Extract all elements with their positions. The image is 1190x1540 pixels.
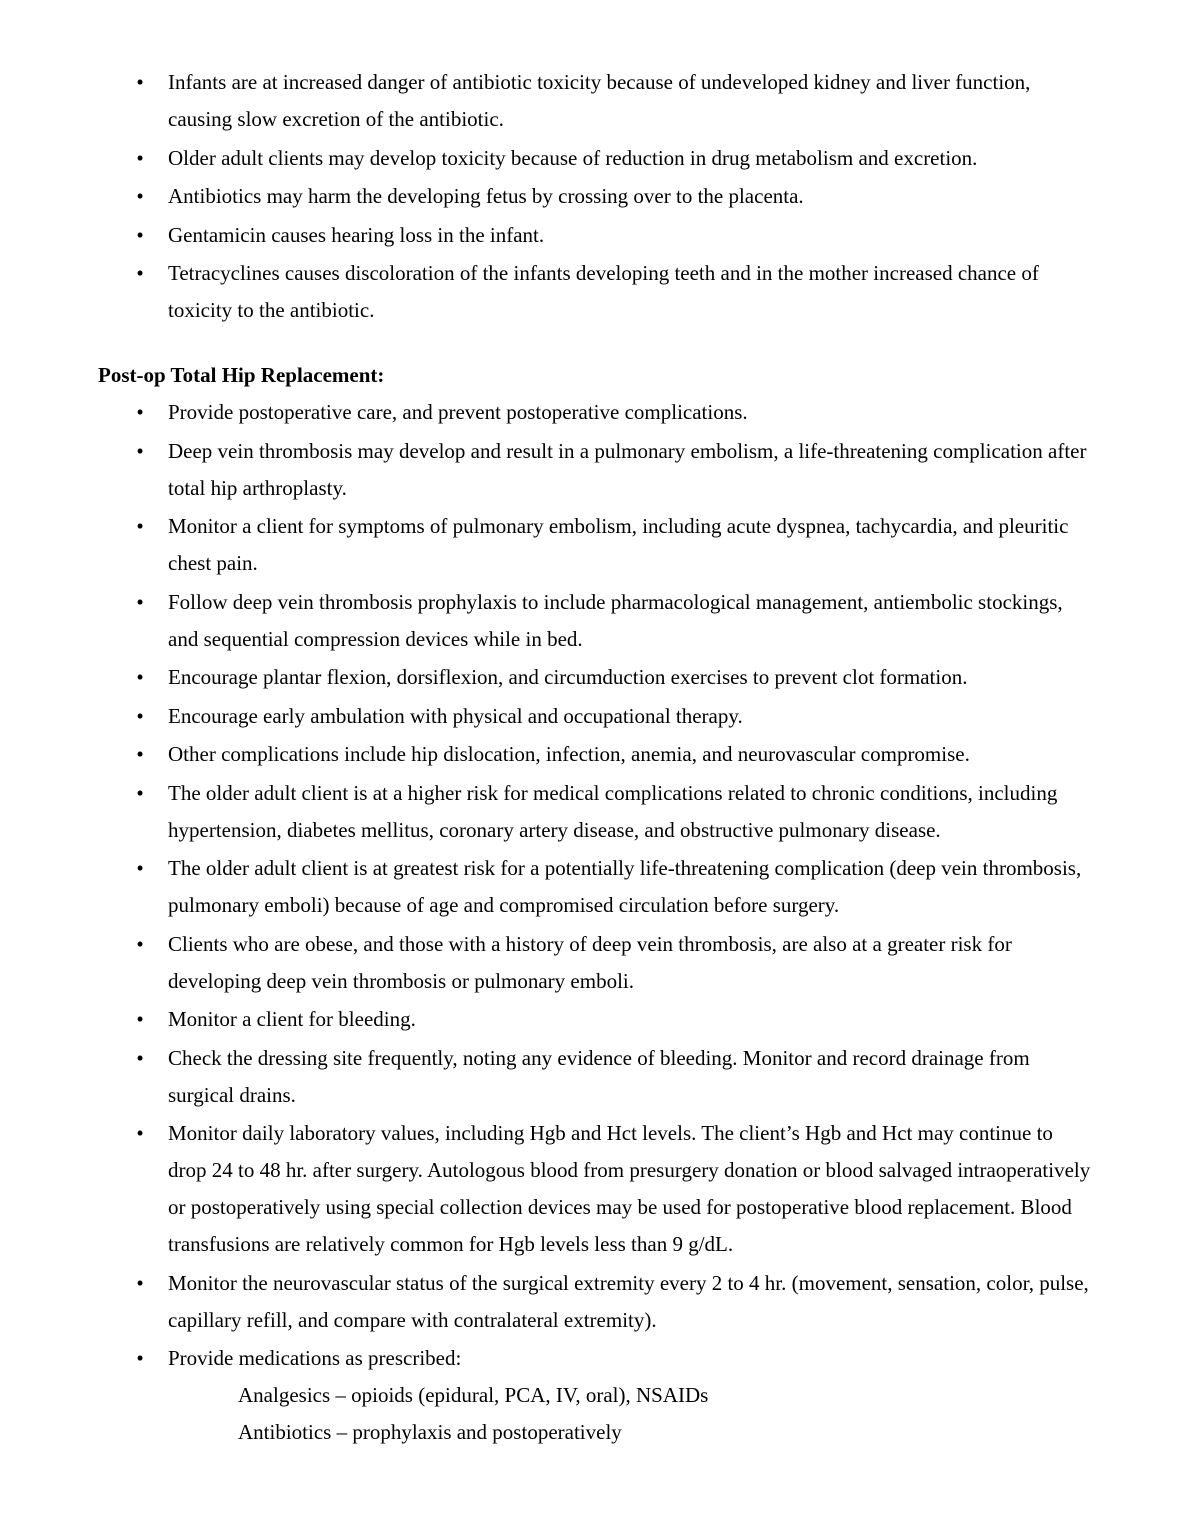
bullet-icon: • [136, 1121, 144, 1145]
list-item [136, 1001, 1093, 1038]
list-item-text: Clients who are obese, and those with a history of deep vein thrombosis, are also at a greater risk for developing deep vein thrombosis or pulmonary emboli. [168, 931, 1012, 993]
bullet-icon: • [136, 780, 144, 805]
list-item-text: Gentamicin causes hearing loss in the infant. [168, 222, 545, 247]
list-item-text: Provide medications as prescribed: [168, 1346, 462, 1370]
list-item-text: Encourage plantar flexion, dorsiflexion, and circumduction exercises to prevent clot formation. [168, 665, 968, 689]
antibiotic-toxicity-list [136, 64, 1093, 331]
bullet-icon: • [136, 1270, 144, 1295]
list-item-text: Tetracyclines causes discoloration of the infants developing teeth and in the mother increased chance of toxicity to the antibiotic. [168, 261, 1039, 322]
bullet-icon: • [136, 184, 144, 208]
list-item [136, 1115, 1093, 1263]
list-item [136, 1340, 1093, 1451]
bullet-icon: • [136, 1007, 144, 1031]
bullet-icon: • [136, 514, 144, 538]
bullet-icon: • [136, 70, 144, 94]
bullet-icon: • [136, 222, 144, 247]
list-item [136, 394, 1093, 431]
list-item [136, 433, 1093, 507]
list-item-text: Follow deep vein thrombosis prophylaxis to include pharmacological management, antiembolic stockings, and sequential compression devices while in bed. [168, 589, 1063, 651]
list-item [136, 850, 1093, 924]
medication-line: Antibiotics – prophylaxis and postoperatively [238, 1420, 622, 1444]
list-item-text: Monitor a client for bleeding. [168, 1007, 416, 1031]
bullet-icon: • [136, 438, 144, 463]
bullet-icon: • [136, 400, 144, 424]
bullet-icon: • [136, 931, 144, 956]
bullet-icon: • [136, 589, 144, 614]
list-item-text: Infants are at increased danger of antibiotic toxicity because of undeveloped kidney and liver function, causing slow excretion of the antibiotic. [168, 70, 1031, 131]
list-item-text: Antibiotics may harm the developing fetus by crossing over to the placenta. [168, 184, 804, 208]
bullet-icon: • [136, 856, 144, 880]
list-item-text: Deep vein thrombosis may develop and result in a pulmonary embolism, a life-threatening complication after total hip arthroplasty. [168, 438, 1087, 500]
list-item [136, 64, 1093, 138]
list-item [136, 255, 1093, 329]
list-item-text: Encourage early ambulation with physical and occupational therapy. [168, 703, 743, 728]
bullet-icon: • [136, 742, 144, 766]
list-item [136, 736, 1093, 773]
list-item-text: Older adult clients may develop toxicity because of reduction in drug metabolism and excretion. [168, 145, 978, 170]
bullet-icon: • [136, 1346, 144, 1370]
bullet-icon: • [136, 665, 144, 689]
list-item [136, 926, 1093, 1000]
hip-replacement-list [136, 394, 1093, 1453]
bullet-icon: • [136, 261, 144, 285]
list-item [136, 508, 1093, 582]
list-item [136, 775, 1093, 849]
list-item [136, 698, 1093, 735]
list-item-text: The older adult client is at greatest risk for a potentially life-threatening complication (deep vein thrombosis, pulmonary emboli) because of age and compromised circulation before surgery. [168, 856, 1082, 917]
section-heading: Post-op Total Hip Replacement: [98, 363, 385, 387]
list-item-text: The older adult client is at a higher risk for medical complications related to chronic conditions, including hypertension, diabetes mellitus, coronary artery disease, and obstructive pulmonary disease. [168, 780, 1058, 842]
medication-line: Analgesics – opioids (epidural, PCA, IV, oral), NSAIDs [238, 1383, 709, 1407]
list-item-text: Monitor a client for symptoms of pulmonary embolism, including acute dyspnea, tachycardia, and pleuritic chest pain. [168, 514, 1069, 575]
list-item-text: Other complications include hip dislocation, infection, anemia, and neurovascular compromise. [168, 742, 970, 766]
list-item [136, 178, 1093, 215]
bullet-icon: • [136, 145, 144, 170]
list-item [136, 1265, 1093, 1339]
list-item-text: Monitor the neurovascular status of the surgical extremity every 2 to 4 hr. (movement, sensation, color, pulse, capillary refill, and compare with contralateral extremity). [168, 1270, 1089, 1332]
list-item [136, 140, 1093, 177]
list-item [136, 217, 1093, 254]
bullet-icon: • [136, 1045, 144, 1070]
list-item-text: Check the dressing site frequently, noting any evidence of bleeding. Monitor and record drainage from surgical drains. [168, 1045, 1030, 1107]
bullet-icon: • [136, 703, 144, 728]
list-item [136, 584, 1093, 658]
list-item-text: Provide postoperative care, and prevent postoperative complications. [168, 400, 748, 424]
list-item [136, 659, 1093, 696]
list-item [136, 1040, 1093, 1114]
list-item-text: Monitor daily laboratory values, including Hgb and Hct levels. The client’s Hgb and Hct may continue to drop 24 to 48 hr. after surgery. Autologous blood from presurgery donation or blood salvaged intraoperatively or postoperatively using special collection devices may be used for postoperative blood replacement. Blood transfusions are relatively common for Hgb levels less than 9 g/dL. [168, 1121, 1091, 1256]
